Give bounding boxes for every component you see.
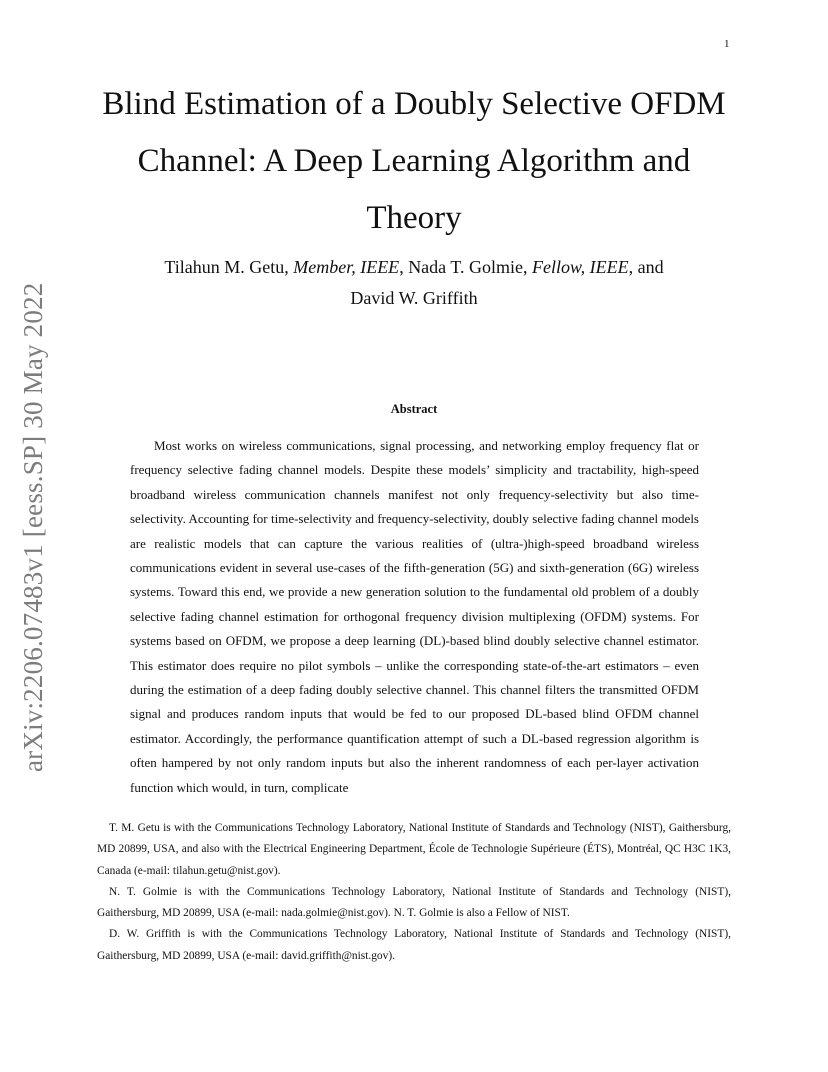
author-affiliation-footnotes xyxy=(97,818,731,967)
author-name: Tilahun M. Getu, xyxy=(164,257,294,277)
author-line-1 xyxy=(90,252,738,283)
abstract-text: Most works on wireless communications, signal processing, and networking employ frequency flat or frequency selective fading channel models. Despite these models’ simplicity and tractability, high-speed broadband wireless communication channels manifest not only frequency-selectivity but also time-selectivity. Accounting for time-selectivity and frequency-selectivity, doubly selective fading channel models are realistic models that can capture the various realities of (ultra-)high-speed broadband wireless communications evident in several use-cases of the fifth-generation (5G) and sixth-generation (6G) wireless systems. Toward this end, we provide a new generation solution to the fundamental old problem of a doubly selective fading channel estimation for orthogonal frequency division multiplexing (OFDM) systems. For systems based on OFDM, we propose a deep learning (DL)-based blind doubly selective channel estimator. This estimator does require no pilot symbols – unlike the corresponding state-of-the-art estimators – even during the estimation of a deep fading doubly selective channel. This channel filters the transmitted OFDM signal and produces random inputs that would be fed to our proposed DL-based blind OFDM channel estimator. Accordingly, the performance quantification attempt of such a DL-based regression algorithm is often hampered by not only random inputs but also the inherent randomness of each per-layer activation function which would, in turn, complicate xyxy=(130,438,699,795)
footnote-getu: T. M. Getu is with the Communications Technology Laboratory, National Institute of Standards and Technology (NIST), Gaithersburg, MD 20899, USA, and also with the Electrical Engineering Department, École de Technologie Supérieure (ÉTS), Montréal, QC H3C 1K3, Canada (e-mail: tilahun.getu@nist.gov). xyxy=(97,822,731,877)
page-number: 1 xyxy=(724,38,730,50)
footnote-griffith: D. W. Griffith is with the Communications Technology Laboratory, National Institute of Standards and Technology (NIST), Gaithersburg, MD 20899, USA (e-mail: david.griffith@nist.gov). xyxy=(97,928,731,962)
footnote-golmie: N. T. Golmie is with the Communications Technology Laboratory, National Institute of Standards and Technology (NIST), Gaithersburg, MD 20899, USA (e-mail: nada.golmie@nist.gov). N. T. Golmie is also a Fellow of NIST. xyxy=(97,885,731,920)
author-line-2: David W. Griffith xyxy=(350,288,478,308)
arxiv-identifier-stamp[interactable]: arXiv:2206.07483v1 [eess.SP] 30 May 2022 xyxy=(18,282,48,772)
paper-title: Blind Estimation of a Doubly Selective OFDM Channel: A Deep Learning Algorithm and Theory xyxy=(102,86,726,236)
author-membership: Member, IEEE xyxy=(293,257,400,277)
abstract-heading: Abstract xyxy=(390,402,438,416)
author-list xyxy=(90,252,738,314)
author-connector: , and xyxy=(628,257,664,277)
author-membership: Fellow, IEEE xyxy=(532,257,629,277)
author-name: , Nada T. Golmie, xyxy=(399,257,532,277)
